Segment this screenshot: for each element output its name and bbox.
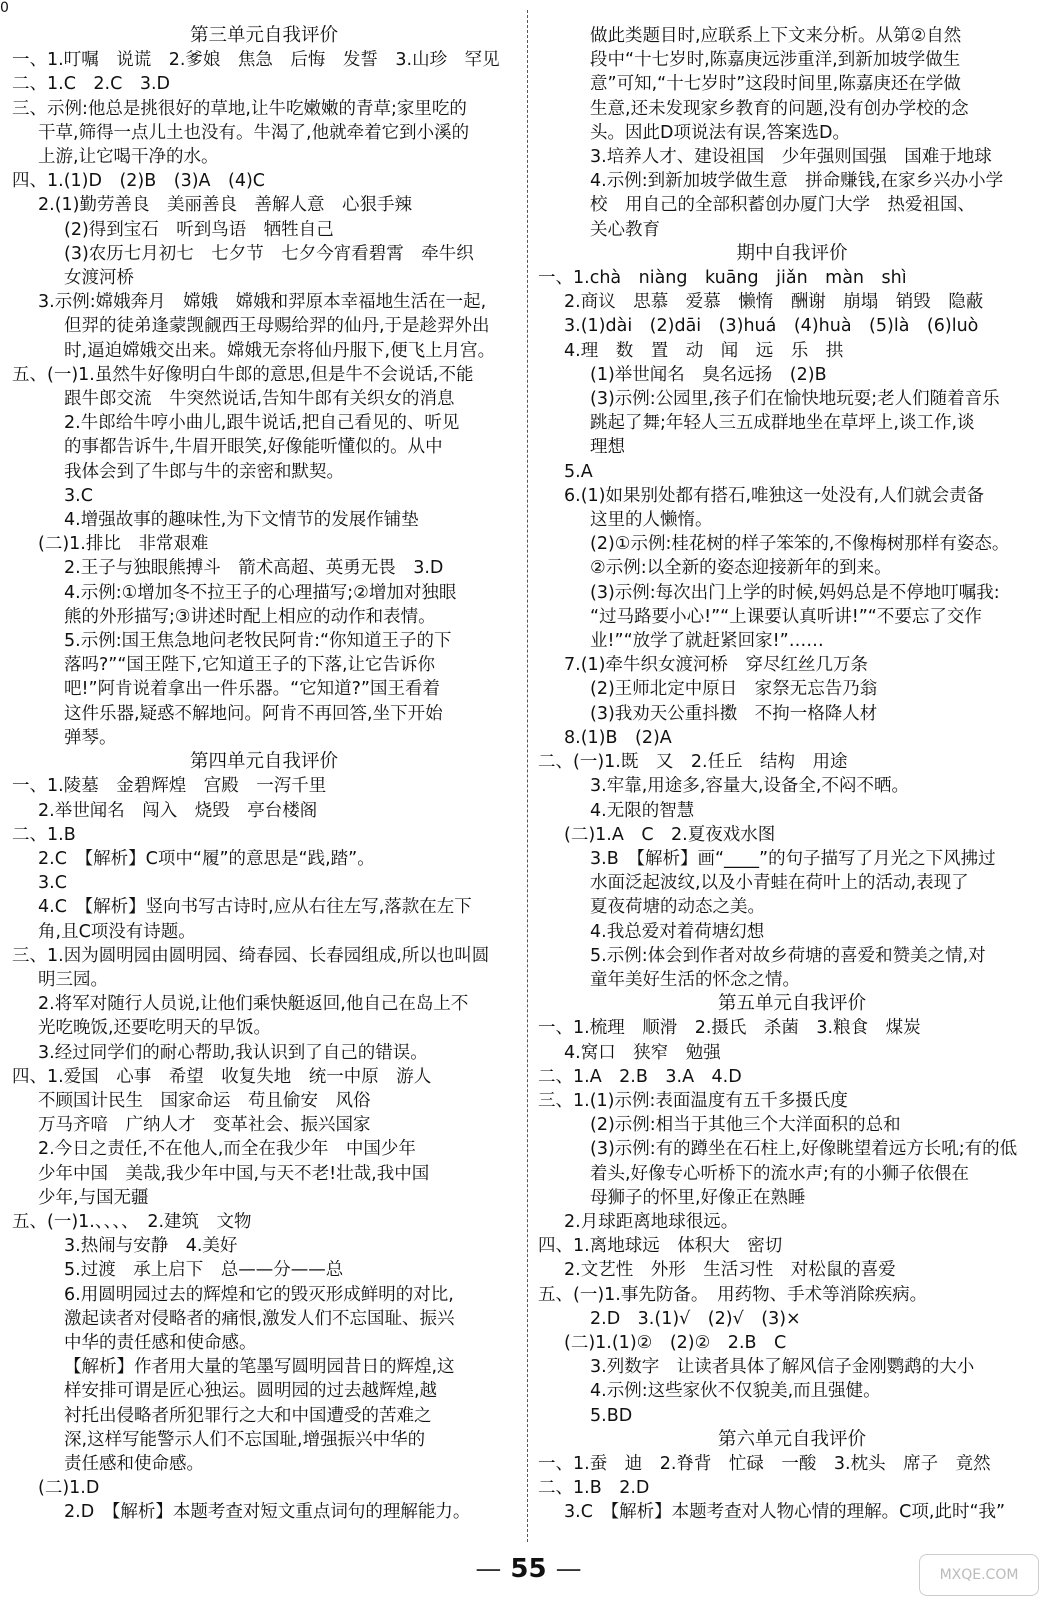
answer-line: 业!”“放学了就赶紧回家!”…… xyxy=(590,631,824,652)
answer-line: 生意,还未发现家乡教育的问题,没有创办学校的念 xyxy=(590,98,969,119)
answer-line: 明三园。 xyxy=(38,969,108,990)
answer-line: (3)示例:每次出门上学的时候,妈妈总是不停地叮嘱我: xyxy=(590,582,1000,603)
answer-line: 跟牛郎交流 牛突然说话,告知牛郎有关织女的消息 xyxy=(64,389,455,410)
answer-line: 3.C xyxy=(38,873,67,894)
answer-line: 4.增强故事的趣味性,为下文情节的发展作铺垫 xyxy=(64,510,419,531)
answer-line: 五、(一)1.事先防备。 用药物、手术等消除疾病。 xyxy=(538,1284,928,1305)
answer-line: 【解析】作者用大量的笔墨写圆明园昔日的辉煌,这 xyxy=(64,1357,455,1378)
answer-line: 一、1.蚕 迪 2.脊背 忙碌 一酸 3.枕头 席子 竟然 xyxy=(538,1453,991,1474)
answer-line: 的事都告诉牛,牛眉开眼笑,好像能听懂似的。从中 xyxy=(64,437,443,458)
answer-line: 2.将军对随行人员说,让他们乘快艇返回,他自己在岛上不 xyxy=(38,994,469,1015)
answer-line: 童年美好生活的怀念之情。 xyxy=(590,969,800,990)
answer-line: 5.示例:体会到作者对故乡荷塘的喜爱和赞美之情,对 xyxy=(590,945,986,966)
answer-line: 吧!”阿肯说着拿出一件乐器。“它知道?”国王看着 xyxy=(64,679,441,700)
answer-line: 2.(1)勤劳善良 美丽善良 善解人意 心狠手辣 xyxy=(38,195,412,216)
left-column xyxy=(12,24,516,1530)
answer-line: 激起读者对侵略者的痛恨,激发人们不忘国耻、振兴 xyxy=(64,1308,455,1329)
answer-line: 6.(1)如果别处都有搭石,唯独这一处没有,人们就会责备 xyxy=(564,485,985,506)
answer-line: 少年,与国无疆 xyxy=(38,1187,149,1208)
answer-line: (3)示例:公园里,孩子们在愉快地玩耍;老人们随着音乐 xyxy=(590,389,1000,410)
answer-line: 一、1.梳理 顺滑 2.摄氏 杀菌 3.粮食 煤炭 xyxy=(538,1018,921,1039)
column-divider xyxy=(527,10,528,1542)
answer-line: 2.D 【解析】本题考查对短文重点词句的理解能力。 xyxy=(64,1502,471,1523)
answer-line: 2.牛郎给牛哼小曲儿,跟牛说话,把自己看见的、听见 xyxy=(64,413,460,434)
section-heading: 第五单元自我评价 xyxy=(717,993,866,1015)
answer-line: 4.示例:①增加冬不拉王子的心理描写;②增加对独眼 xyxy=(64,582,457,603)
answer-line: 五、(一)1.、、、、 2.建筑 文物 xyxy=(12,1211,252,1232)
section-heading: 期中自我评价 xyxy=(736,242,848,264)
answer-line: 我体会到了牛郎与牛的亲密和默契。 xyxy=(64,461,344,482)
answer-line: 衬托出侵略者所犯罪行之大和中国遭受的苦难之 xyxy=(64,1405,432,1426)
answer-line: 头。因此D项说法有误,答案选D。 xyxy=(590,122,851,143)
answer-line: 但羿的徒弟逢蒙觊觎西王母赐给羿的仙丹,于是趁羿外出 xyxy=(64,316,490,337)
answer-line: 中华的责任感和使命感。 xyxy=(64,1332,257,1353)
answer-line: 母狮子的怀里,好像正在熟睡 xyxy=(590,1187,806,1208)
answer-line: 3.(1)dài (2)dāi (3)huá (4)huà (5)là (6)luò xyxy=(564,316,979,337)
footer-dash-right: — xyxy=(555,1554,582,1584)
answer-line: (二)1.A C 2.夏夜戏水图 xyxy=(564,824,776,845)
answer-line: 3.C 【解析】本题考查对人物心情的理解。C项,此时“我” xyxy=(564,1502,1006,1523)
answer-line: 3.经过同学们的耐心帮助,我认识到了自己的错误。 xyxy=(38,1042,428,1063)
watermark-logo: MXQE.COM xyxy=(919,1554,1039,1596)
answer-line: 2.D 3.(1)√ (2)√ (3)× xyxy=(590,1308,801,1329)
answer-line: 二、(一)1.既 又 2.任丘 结构 用途 xyxy=(538,752,848,773)
answer-line: 深,这样写能警示人们不忘国耻,增强振兴中华的 xyxy=(64,1429,426,1450)
answer-line: 4.窝口 狭窄 勉强 xyxy=(564,1042,721,1063)
answer-line: 2.王子与独眼熊搏斗 箭术高超、英勇无畏 3.D xyxy=(64,558,444,579)
answer-line: (1)举世闻名 臭名远扬 (2)B xyxy=(590,364,827,385)
answer-line: 关心教育 xyxy=(590,219,660,240)
footer-dash-left: — xyxy=(475,1554,502,1584)
answer-line: 落吗?”“国王陛下,它知道王子的下落,让它告诉你 xyxy=(64,655,436,676)
page-footer xyxy=(0,1554,1057,1584)
answer-line: 二、1.B xyxy=(12,824,76,845)
answer-line: 水面泛起波纹,以及小青蛙在荷叶上的活动,表现了 xyxy=(590,873,969,894)
section-heading: 第三单元自我评价 xyxy=(189,25,338,46)
answer-line: 二、1.B 2.D xyxy=(538,1478,650,1499)
answer-line: 样安排可谓是匠心独运。圆明园的过去越辉煌,越 xyxy=(64,1381,438,1402)
answer-line: 少年中国 美哉,我少年中国,与天不老!壮哉,我中国 xyxy=(38,1163,430,1184)
answer-line: 三、示例:他总是挑很好的草地,让牛吃嫩嫩的青草;家里吃的 xyxy=(12,98,467,119)
answer-line: 校 用自己的全部积蓄创办厦门大学 热爱祖国、 xyxy=(590,195,975,216)
answer-line: (二)1.D xyxy=(38,1478,100,1499)
answer-line: 着头,好像专心听桥下的流水声;有的小狮子依偎在 xyxy=(590,1163,969,1184)
answer-line: 做此类题目时,应联系上下文来分析。从第②自然 xyxy=(590,26,962,46)
answer-line: 5.示例:国王焦急地问老牧民阿肯:“你知道王子的下 xyxy=(64,631,452,652)
answer-line: (2)①示例:桂花树的样子笨笨的,不像梅树那样有姿态。 xyxy=(590,534,1010,555)
answer-line: 3.热闹与安静 4.美好 xyxy=(64,1236,238,1257)
section-heading: 第六单元自我评价 xyxy=(717,1428,866,1450)
answer-line: 女渡河桥 xyxy=(64,268,134,289)
answer-line: 4.示例:这些家伙不仅貌美,而且强健。 xyxy=(590,1381,881,1402)
answer-line: 光吃晚饭,还要吃明天的早饭。 xyxy=(38,1018,272,1039)
answer-line: 3.牢靠,用途多,容量大,设备全,不闷不晒。 xyxy=(590,776,909,797)
answer-line: 2.商议 思慕 爱慕 懒惰 酬谢 崩塌 销毁 隐蔽 xyxy=(564,292,984,313)
answer-line: 一、1.陵墓 金碧辉煌 宫殿 一泻千里 xyxy=(12,776,327,797)
answer-line: 4.无限的智慧 xyxy=(590,800,695,821)
answer-line: (3)示例:有的蹲坐在石柱上,好像眺望着远方长吼;有的低 xyxy=(590,1139,1018,1160)
answer-line: 熊的外形描写;③讲述时配上相应的动作和表情。 xyxy=(64,606,436,627)
answer-line: 意”可知,“十七岁时”这段时间里,陈嘉庚还在学做 xyxy=(590,74,961,95)
right-column xyxy=(538,24,1046,1530)
answer-line: 理想 xyxy=(590,437,625,458)
answer-line: 二、1.C 2.C 3.D xyxy=(12,74,171,95)
answer-line: 角,且C项没有诗题。 xyxy=(38,921,196,942)
answer-line: (2)示例:相当于其他三个大洋面积的总和 xyxy=(590,1115,901,1136)
answer-line: (3)我劝天公重抖擞 不拘一格降人材 xyxy=(590,703,878,724)
answer-line: 夏夜荷塘的动态之美。 xyxy=(590,897,765,918)
answer-line: 3.C xyxy=(64,485,93,506)
answer-line: 2.举世闻名 闯入 烧毁 亭台楼阁 xyxy=(38,800,318,821)
answer-line: (2)得到宝石 听到鸟语 牺牲自己 xyxy=(64,219,334,240)
page-edge-mark: 0 xyxy=(0,0,9,16)
answer-line: 一、1.叮嘱 说谎 2.爹娘 焦急 后悔 发誓 3.山珍 罕见 xyxy=(12,50,500,71)
section-heading: 第四单元自我评价 xyxy=(189,751,338,773)
answer-line: 四、1.离地球远 体积大 密切 xyxy=(538,1236,783,1257)
answer-line: (3)农历七月初七 七夕节 七夕今宵看碧霄 牵牛织 xyxy=(64,243,474,264)
answer-line: 3.列数字 让读者具体了解风信子金刚鹦鹉的大小 xyxy=(590,1357,975,1378)
answer-line: 这件乐器,疑惑不解地问。阿肯不再回答,坐下开始 xyxy=(64,703,443,724)
page-number: 55 xyxy=(510,1554,547,1584)
answer-line: 时,逼迫嫦娥交出来。嫦娥无奈将仙丹服下,便飞上月宫。 xyxy=(64,340,496,361)
answer-line: 二、1.A 2.B 3.A 4.D xyxy=(538,1066,742,1087)
answer-line: 上游,让它喝干净的水。 xyxy=(38,147,219,168)
answer-line: 4.理 数 置 动 闻 远 乐 拱 xyxy=(564,340,844,361)
answer-line: 2.月球距离地球很远。 xyxy=(564,1211,739,1232)
answer-line: 3.B 【解析】画“____”的句子描写了月光之下风拂过 xyxy=(590,848,996,869)
answer-line: 3.培养人才、建设祖国 少年强则国强 国难于地球 xyxy=(590,147,992,168)
answer-line: 4.C 【解析】竖向书写古诗时,应从右往左写,落款在左下 xyxy=(38,897,472,918)
answer-line: 3.示例:嫦娥奔月 嫦娥 嫦娥和羿原本幸福地生活在一起, xyxy=(38,292,487,313)
answer-line: 2.C 【解析】C项中“履”的意思是“践,踏”。 xyxy=(38,848,375,869)
answer-line: 2.文艺性 外形 生活习性 对松鼠的喜爱 xyxy=(564,1260,896,1281)
answer-line: 跳起了舞;年轻人三五成群地坐在草坪上,谈工作,谈 xyxy=(590,413,975,434)
answer-line: “过马路要小心!”“上课要认真听讲!”“不要忘了交作 xyxy=(590,606,982,627)
answer-line: 一、1.chà niàng kuāng jiǎn màn shì xyxy=(538,268,907,289)
answer-line: 这里的人懒惰。 xyxy=(590,510,713,531)
answer-line: 万马齐喑 广纳人才 变革社会、振兴国家 xyxy=(38,1115,371,1136)
answer-line: (二)1.(1)② (2)② 2.B C xyxy=(564,1332,787,1353)
answer-line: 责任感和使命感。 xyxy=(64,1453,204,1474)
answer-line: 四、1.(1)D (2)B (3)A (4)C xyxy=(12,171,266,192)
answer-line: 三、1.因为圆明园由圆明园、绮春园、长春园组成,所以也叫圆 xyxy=(12,945,490,966)
answer-line: 五、(一)1.虽然牛好像明白牛郎的意思,但是牛不会说话,不能 xyxy=(12,364,474,385)
answer-line: 弹琴。 xyxy=(64,727,117,748)
answer-line: 干草,筛得一点儿土也没有。牛渴了,他就牵着它到小溪的 xyxy=(38,122,470,143)
answer-line: 5.A xyxy=(564,461,593,482)
answer-line: 四、1.爱国 心事 希望 收复失地 统一中原 游人 xyxy=(12,1066,432,1087)
answer-line: (二)1.排比 非常艰难 xyxy=(38,534,209,555)
answer-line: 5.BD xyxy=(590,1405,633,1426)
answer-line: 段中“十七岁时,陈嘉庚远涉重洋,到新加坡学做生 xyxy=(590,50,961,71)
answer-line: 8.(1)B (2)A xyxy=(564,727,672,748)
answer-line: (2)王师北定中原日 家祭无忘告乃翁 xyxy=(590,679,878,700)
answer-line: 2.今日之责任,不在他人,而全在我少年 中国少年 xyxy=(38,1139,416,1160)
answer-line: 不顾国计民生 国家命运 苟且偷安 风俗 xyxy=(38,1090,371,1111)
answer-line: 三、1.(1)示例:表面温度有五千多摄氏度 xyxy=(538,1090,848,1111)
answer-line: 7.(1)牵牛织女渡河桥 穿尽红丝几万条 xyxy=(564,655,868,676)
answer-line: 6.用圆明园过去的辉煌和它的毁灭形成鲜明的对比, xyxy=(64,1284,454,1305)
answer-line: 5.过渡 承上启下 总——分——总 xyxy=(64,1260,344,1281)
answer-line: 4.示例:到新加坡学做生意 拼命赚钱,在家乡兴办小学 xyxy=(590,171,1004,192)
answer-line: ②示例:以全新的姿态迎接新年的到来。 xyxy=(590,558,892,579)
answer-line: 4.我总爱对着荷塘幻想 xyxy=(590,921,765,942)
